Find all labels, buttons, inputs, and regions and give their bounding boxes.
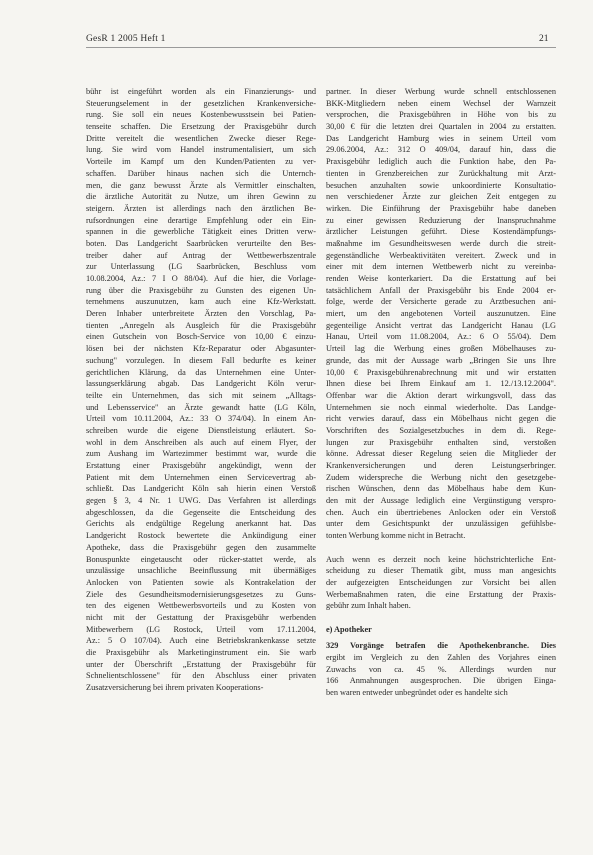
text-line: treiber daher auf Antrag der Wettbewerbszentrale	[86, 250, 316, 260]
text-line: ten des eigenen Wettbewerbsvorteils und zu Kosten von	[86, 601, 316, 611]
text-line: Landgericht Rostock bewertete die Ankündigung einer	[86, 531, 316, 541]
text-line: ärztlicher Leistungen geführt. Diese Kostendämpfungs-	[326, 227, 556, 237]
text-line: BKK-Mitgliedern neben einem Wechsel der Warnzeit	[326, 98, 556, 108]
text-line: unter der Überschrift „Erstattung der Praxisgebühr für	[86, 659, 316, 669]
text-line: Vorteile im Kampf um den Kunden/Patienten zu ver-	[86, 157, 316, 167]
right-column	[326, 86, 556, 699]
text-line: versprochen, die Praxisgebühren in Höhe von bis zu	[326, 110, 556, 120]
text-line: suchung" vorzulegen. In diesem Fall bedurfte es keiner	[86, 355, 316, 365]
text-line: teilte ein Unternehmen, das sich mit seinem „Alltags-	[86, 390, 316, 400]
text-line: einen Gutschein von Bosch-Service von 10,00 € einzu-	[86, 332, 316, 342]
text-line: bühr ist eingeführt worden als ein Finanzierungs- und	[86, 87, 316, 96]
text-line: schaffen. Darüber hinaus nachen sich die Unternch-	[86, 168, 316, 178]
text-line: zum Aushang im Wartezimmer bestimmt war, wurde die	[86, 449, 316, 459]
text-line: unter dem Gesichtspunkt der unzulässigen gefühlsbe-	[326, 519, 556, 529]
text-line: die ärztliche Autorität zu Nutze, um ihren Gewinn zu	[86, 192, 316, 202]
text-line: Offenbar war die Aktion derart wirkungsvoll, dass das	[326, 390, 556, 400]
text-line: lösen bei der nächsten Kfz-Reparatur oder Abgasunter-	[86, 344, 316, 354]
text-line: Krankenversicherungen und deren Leistungserbringer.	[326, 461, 556, 470]
text-line: zu einer gewissen Reduzierung der Inanspruchnahme	[326, 215, 556, 225]
text-line: den mit der Aussage lediglich eine Vergünstigung verspro-	[326, 496, 556, 506]
paragraph-gap	[326, 542, 556, 554]
running-header: GesR 1 2005 Heft 1	[86, 34, 166, 44]
text-line: tienten in Grenzbereichen zur Zurückhaltung mit Arzt-	[326, 168, 556, 178]
text-line: lungen zur Praxisgebühr enthalten sind, verstoßen	[326, 437, 556, 447]
text-line: Schnelientschlossene" für den Abschluss einer privaten	[86, 671, 316, 681]
text-line: Ziele des Gesundheitsmodernisierungsgesetzes zu Guns-	[86, 589, 316, 599]
text-line: Apotheke, dass die Praxisgebühr gegen den zusammelte	[86, 542, 316, 552]
text-line: gegen § 3, 4 Nr. 1 UWG. Das Verfahren ist allerdings	[86, 496, 316, 506]
header-rule	[86, 47, 556, 48]
section-heading: e) Apotheker	[326, 624, 372, 634]
text-line: 30,00 € für die letzten drei Quartalen in 2004 zu erstatten.	[326, 122, 556, 132]
text-line: und Lebensservice" an Ärzte gewandt hatte (LG Köln,	[86, 402, 316, 412]
text-line: einer mit dem internen Wettbewerb nicht zu vereinba-	[326, 262, 556, 272]
text-line: wohl in dem Anschreiben als auch auf einem Flyer, der	[86, 437, 316, 447]
text-line: zur Unterlassung (LG Saarbrücken, Beschluss vom	[86, 262, 316, 272]
text-line: 10,00 € Praxisgebührenabrechnung mit und wir erstatten	[326, 367, 556, 377]
text-line: wirken. Die Einführung der Praxisgebühr habe daneben	[326, 203, 556, 213]
text-line: tonten Werbung komme nicht in Betracht.	[326, 531, 466, 541]
text-line: nen verschiedener Ärzte zur gleichen Zeit entgegen zu	[326, 192, 556, 202]
text-line: boten. Das Landgericht Saarbrücken verurteilte den Bes-	[86, 238, 316, 248]
left-column	[86, 86, 316, 694]
text-line: steigern. Ärzten ist allerdings nach den ärztlichen Be-	[86, 203, 316, 213]
text-line: Ihnen diese bei Ihrem Einkauf am 1. 12./13.12.2004".	[326, 379, 556, 389]
text-line: Gerichts als endgültige Regelung anerkannt hat. Das	[86, 519, 316, 529]
text-line: könne. Adressat dieser Regelung seien die Mitglieder der	[326, 449, 556, 459]
paragraph-gap	[326, 612, 556, 624]
text-line: miert, um den angebotenen Vorteil auszunutzen. Eine	[326, 309, 556, 319]
text-line: gebühr zum Inhalt haben.	[326, 601, 411, 611]
text-line: Urteil lag die Werbung eines großen Möbelhauses zu-	[326, 344, 556, 354]
text-line: abgeschlossen, da die Gegenseite die Entscheidung des	[86, 507, 316, 517]
text-line: chen. Auch ein übertriebenes Anlocken oder ein Verstoß	[326, 507, 556, 517]
text-line: rung. Sie soll ein neues Kostenbewusstsein bei Patien-	[86, 110, 316, 120]
text-line: 329 Vorgänge betrafen die Apothekenbranche. Dies	[326, 641, 556, 651]
text-line: Das Landgericht Hamburg wies in seinem Urteil vom	[326, 133, 556, 143]
right-column-paragraph-3	[326, 640, 556, 698]
text-line: maßnahme im Gesundheitswesen werde durch die streit-	[326, 238, 556, 248]
text-line: richt verwies darauf, dass ein Möbelhaus nicht gegen die	[326, 414, 556, 424]
text-line: tenseite schaffen. Die Ersetzung der Praxisgebühr durch	[86, 122, 316, 132]
text-line: renden Weise konterkariert. Da die Erstattung auf bei	[326, 274, 556, 283]
text-line: Werbemaßnahmen raten, die eine Erstattung der Praxis-	[326, 589, 556, 599]
text-line: tienten „Anregeln als Ausgleich für die Praxisgebühr	[86, 320, 316, 330]
text-line: 166 Anmahnungen ausgesprochen. Die übrigen Einga-	[326, 676, 556, 686]
text-line: Zusatzversicherung bei ihrem privaten Kooperations-	[86, 683, 264, 693]
text-line: rischen Wünschen, denn das Möbelhaus habe dem Kun-	[326, 484, 556, 494]
text-line: nicht mit der Gestattung der Praxisgebühr werbenden	[86, 612, 316, 622]
text-line: ergibt im Vergleich zu den Zahlen des Vorjahres einen	[326, 653, 556, 662]
right-column-paragraph-1	[326, 86, 556, 542]
text-line: Patient mit dem Unternehmen einen Servicevertrag ab-	[86, 472, 316, 482]
text-line: Dritte vereitelt die wesentlichen Zwecke dieser Rege-	[86, 133, 316, 143]
text-line: unzulässige unsachliche Beeinflussung mit übermäßiges	[86, 566, 316, 576]
text-line: Bonuspunkte eingetauscht oder rücker-stattet werde, als	[86, 554, 316, 564]
text-line: der aufgezeigten Entscheidungen zur Vorsicht bei allen	[326, 577, 556, 587]
text-line: besuchen anzuhalten sowie unkoordinierte Konsultatio-	[326, 180, 556, 190]
text-line: lassungserklärung abgab. Das Landgericht Köln verur-	[86, 379, 316, 389]
text-line: Erstattung einer Praxisgebühr angekündigt, wenn der	[86, 461, 316, 470]
text-line: partner. In dieser Werbung wurde schnell entschlossenen	[326, 87, 556, 96]
text-line: Mitbewerbern (LG Rostock, Urteil vom 17.11.2004,	[86, 624, 316, 634]
text-line: Zudem widerspreche die Werbung nicht den gesetzgebe-	[326, 472, 556, 482]
text-line: tatsächlichem Anfall der Praxisgebühr bis Ende 2004 er-	[326, 285, 556, 295]
text-line: ternehmens auszunutzen, kam auch eine Kfz-Werkstatt.	[86, 297, 316, 307]
text-line: grunde, das mit der Aussage warb „Bringen Sie uns Ihre	[326, 355, 556, 365]
text-line: Unternehmen sie noch einmal wiederholte. Das Landge-	[326, 402, 556, 412]
text-line: folge, werde der Versicherte gerade zu Arztbesuchen ani-	[326, 297, 556, 307]
text-line: gerichtlichen Klärung, da das Unternehmen eine Unter-	[86, 367, 316, 377]
text-line: Zuwachs von ca. 45 %. Allerdings wurden nur	[326, 664, 556, 674]
text-line: Urteil vom 10.11.2004, Az.: 33 O 374/04). In einem An-	[86, 414, 316, 424]
text-line: lung. Sie wird vom Handel instrumentalisiert, um sich	[86, 145, 316, 155]
right-column-paragraph-2	[326, 554, 556, 612]
text-line: Anlocken von Patienten sowie als Kontrakelation der	[86, 577, 316, 587]
text-line: scheidung zu dieser Thematik gibt, muss man angesichts	[326, 566, 556, 576]
text-line: Auch wenn es derzeit noch keine höchstrichterliche Ent-	[326, 554, 556, 564]
text-line: Steuerungselement in der gesetzlichen Krankenversiche-	[86, 98, 316, 108]
text-line: spannen in die gewerbliche Tätigkeit eines Dritten verw-	[86, 227, 316, 237]
text-line: rung über die Praxisgebühr zu Gunsten des eigenen Un-	[86, 285, 316, 295]
page-number: 21	[539, 34, 549, 44]
text-line: die Praxisgebühr als Marketinginstrument ein. Sie warb	[86, 648, 316, 657]
text-line: men, die ganz bewusst Ärzte als Vermittler einschalten,	[86, 180, 316, 190]
text-line: ben waren entweder unbegründet oder es handelte sich	[326, 688, 508, 698]
text-line: Hanau, Urteil vom 11.08.2004, Az.: 6 O 55/04). Dem	[326, 332, 556, 342]
text-line: Praxisgebühr lediglich auch die Funktion habe, den Pa-	[326, 157, 556, 167]
text-line: Deren Inhaber unterbreitete Ärzten den Vorschlag, Pa-	[86, 309, 316, 319]
text-line: 10.08.2004, Az.: 7 I O 88/04). Auf die hier, die Vorlage-	[86, 274, 316, 283]
text-line: gegenteilige Ansicht vertrat das Landgericht Hanau (LG	[326, 320, 556, 330]
text-line: schließt. Das Landgericht Köln sah hierin einen Verstoß	[86, 484, 316, 494]
text-line: schreiben wurde die eigene Dienstleistung erläutert. So-	[86, 425, 316, 435]
text-line: 29.06.2004, Az.: 312 O 409/04, darauf hin, dass die	[326, 145, 556, 155]
text-line: gegenständliche Werbeaktivitäten vereitert. Zweck und in	[326, 250, 556, 260]
text-line: Vorschriften des Sozialgesetzbuches in dem di. Rege-	[326, 425, 556, 435]
text-line: Az.: 5 O 107/04). Auch eine Betriebskrankenkasse setzte	[86, 636, 316, 646]
text-line: rufsordnungen eine derartige Empfehlung oder ein Ein-	[86, 215, 316, 225]
